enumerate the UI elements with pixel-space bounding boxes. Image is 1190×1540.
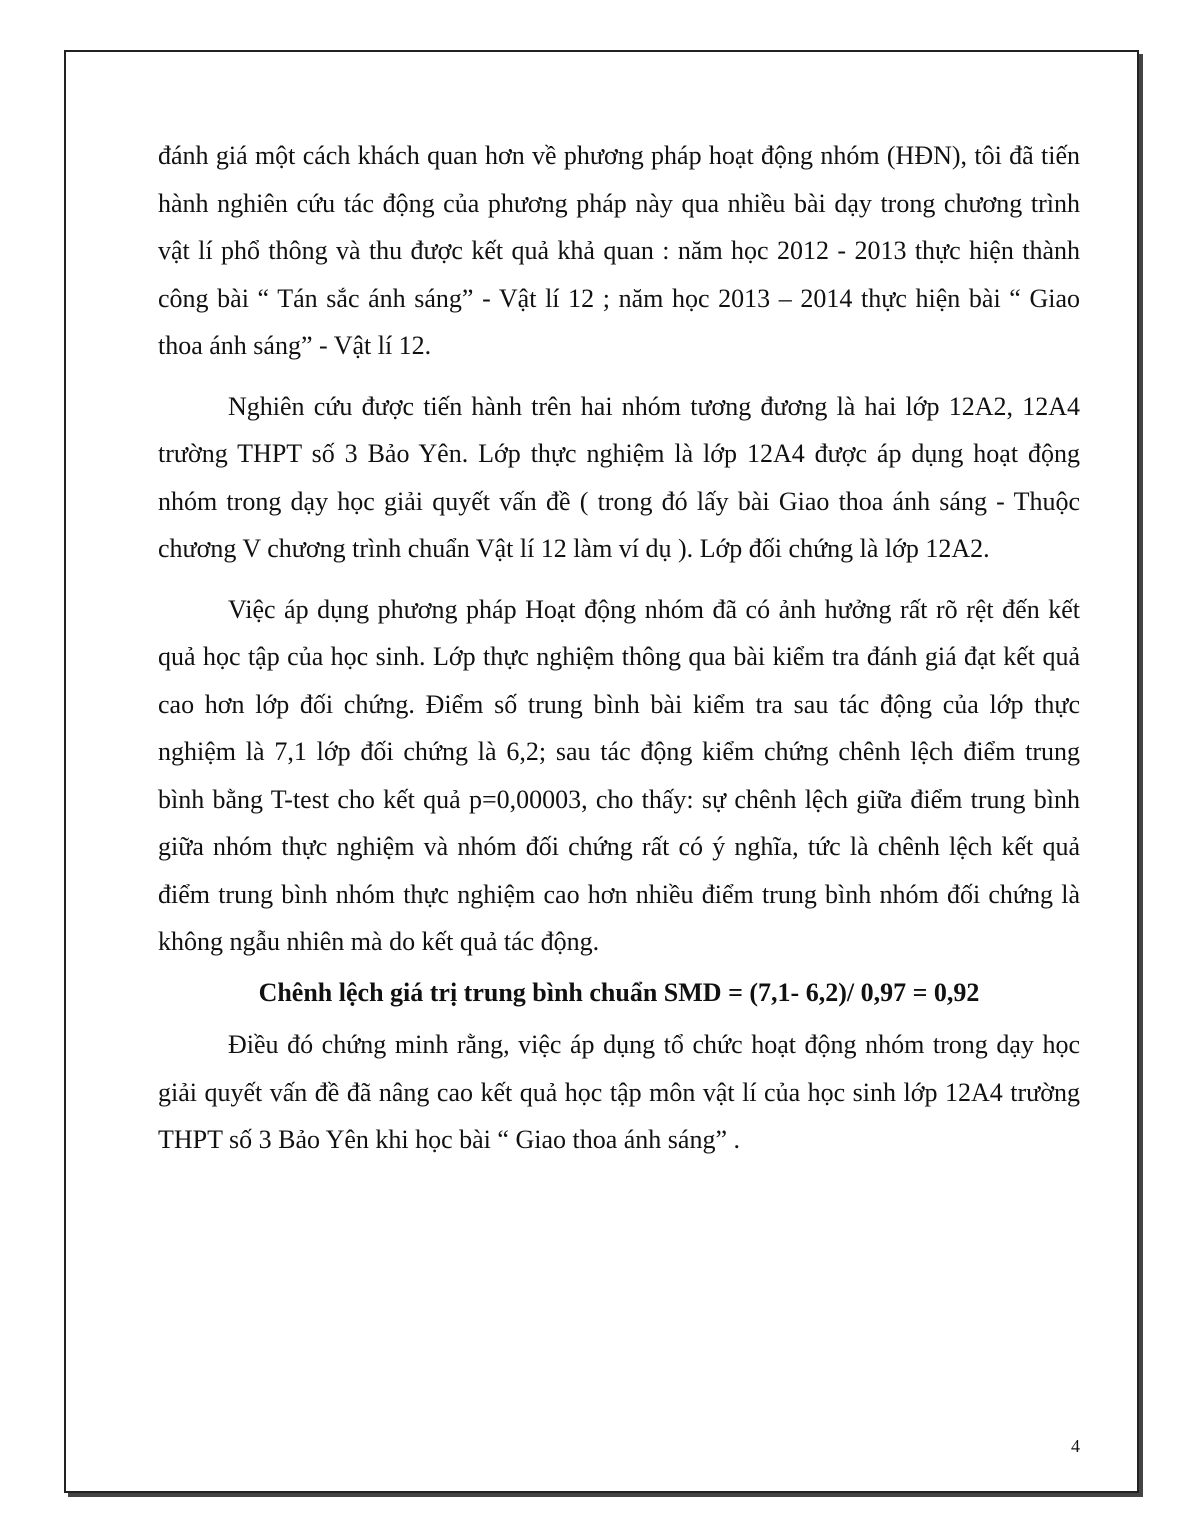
paragraph-results: Việc áp dụng phương pháp Hoạt động nhóm đã có ảnh hưởng rất rõ rệt đến kết quả học tập của học sinh. Lớp thực nghiệm thông qua bài kiểm tra đánh giá đạt kết quả cao hơn lớp đối chứng. Điểm số trung bình bài kiểm tra sau tác động của lớp thực nghiệm là 7,1 lớp đối chứng là 6,2; sau tác động kiểm chứng chênh lệch điểm trung bình bằng T-test cho kết quả p=0,00003, cho thấy: sự chênh lệch giữa điểm trung bình giữa nhóm thực nghiệm và nhóm đối chứng rất có ý nghĩa, tức là chênh lệch kết quả điểm trung bình nhóm thực nghiệm cao hơn nhiều điểm trung bình nhóm đối chứng là không ngẫu nhiên mà do kết quả tác động. <box>158 594 1080 956</box>
page-number: 4 <box>1071 1436 1080 1456</box>
document-body <box>158 132 1080 1164</box>
paragraph-intro: đánh giá một cách khách quan hơn về phương pháp hoạt động nhóm (HĐN), tôi đã tiến hành nghiên cứu tác động của phương pháp này qua nhiều bài dạy trong chương trình vật lí phổ thông và thu được kết quả khả quan : năm học 2012 - 2013 thực hiện thành công bài “ Tán sắc ánh sáng” - Vật lí 12 ; năm học 2013 – 2014 thực hiện bài “ Giao thoa ánh sáng” - Vật lí 12. <box>158 141 1080 360</box>
smd-formula: Chênh lệch giá trị trung bình chuẩn SMD = (7,1- 6,2)/ 0,97 = 0,92 <box>258 977 980 1007</box>
paragraph-research-setup: Nghiên cứu được tiến hành trên hai nhóm tương đương là hai lớp 12A2, 12A4 trường THPT số 3 Bảo Yên. Lớp thực nghiệm là lớp 12A4 được áp dụng hoạt động nhóm trong dạy học giải quyết vấn đề ( trong đó lấy bài Giao thoa ánh sáng - Thuộc chương V chương trình chuẩn Vật lí 12 làm ví dụ ). Lớp đối chứng là lớp 12A2. <box>158 391 1080 563</box>
paragraph-conclusion: Điều đó chứng minh rằng, việc áp dụng tổ chức hoạt động nhóm trong dạy học giải quyết vấn đề đã nâng cao kết quả học tập môn vật lí của học sinh lớp 12A4 trường THPT số 3 Bảo Yên khi học bài “ Giao thoa ánh sáng” . <box>158 1030 1080 1154</box>
